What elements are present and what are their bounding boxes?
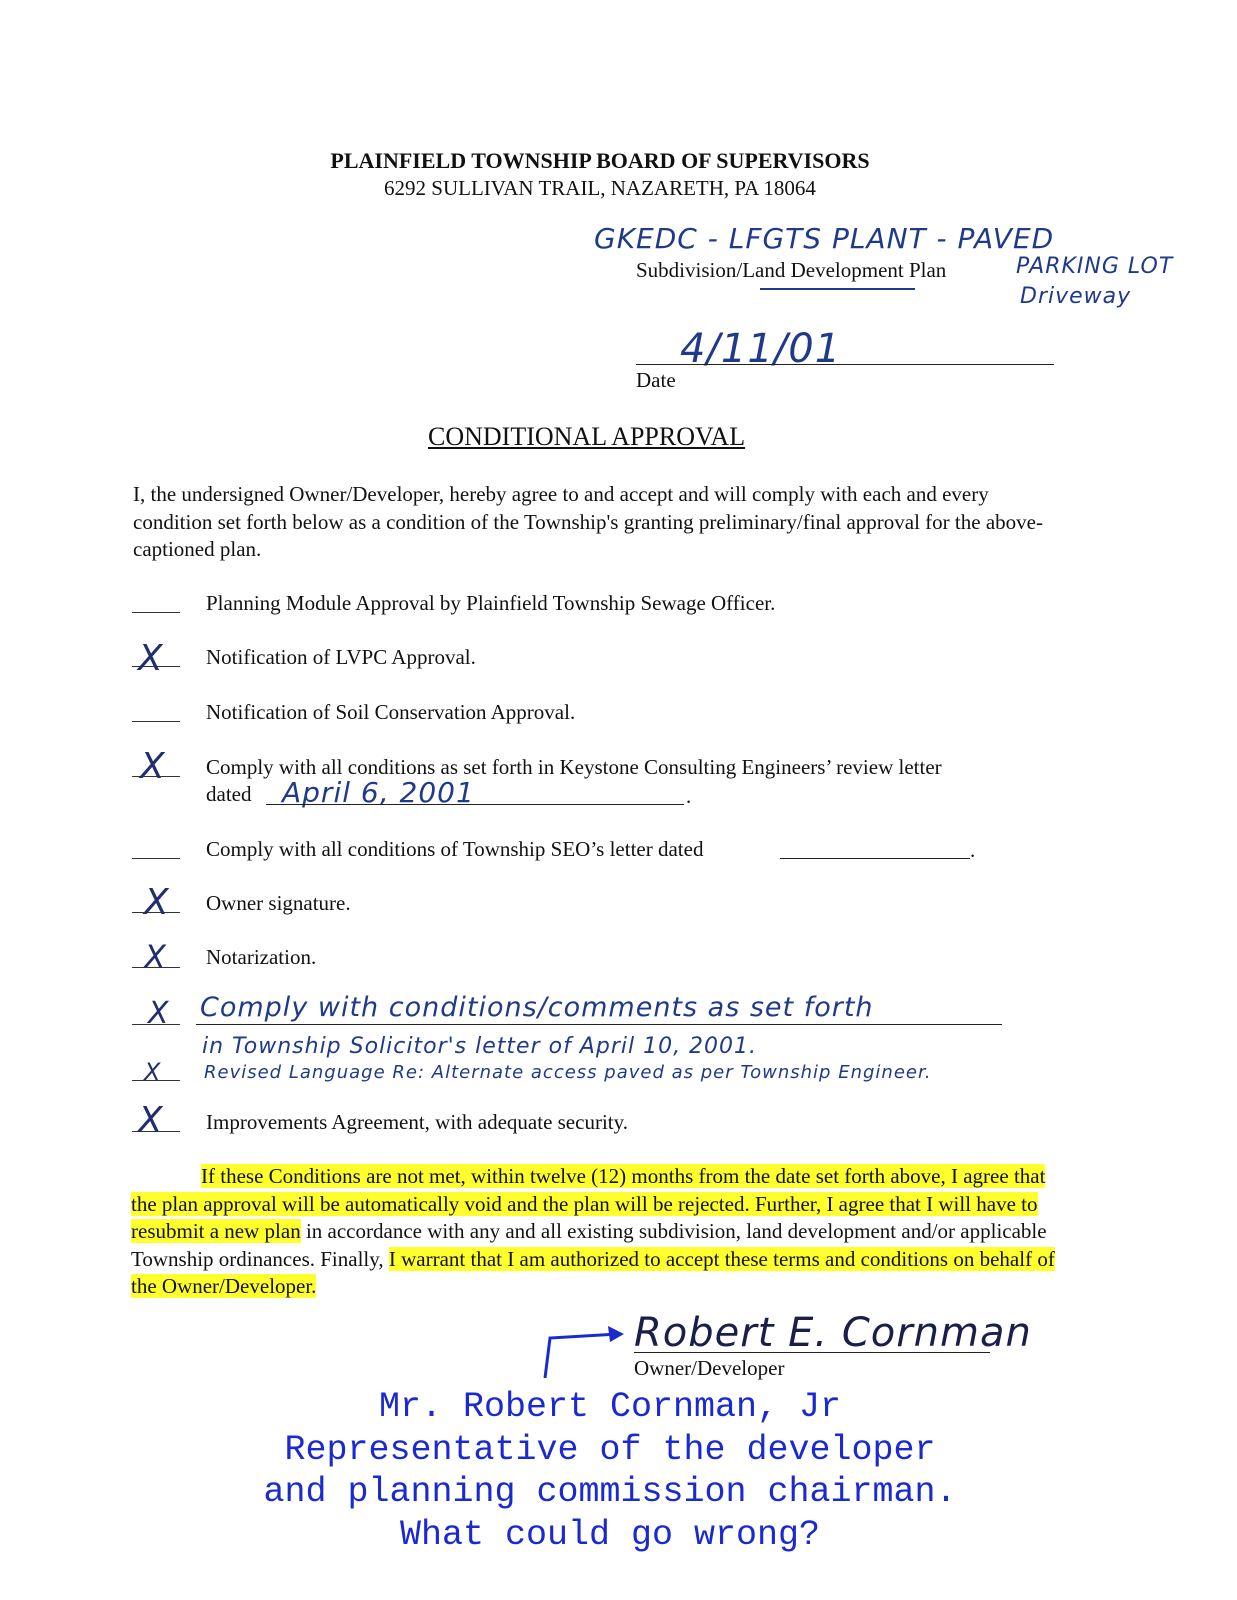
condition-mark-4: X	[140, 746, 165, 787]
closing-highlight-2: I warrant that I am authorized to accept these terms and conditions on behalf of the Owner/Developer.	[131, 1246, 1055, 1298]
condition-mark-9: X	[144, 1058, 161, 1086]
date-handwritten: 4/11/01	[680, 326, 842, 372]
condition-4-handwritten-date: April 6, 2001	[282, 776, 475, 809]
condition-4-period: .	[686, 784, 692, 808]
condition-text-1: Planning Module Approval by Plainfield Township Sewage Officer.	[206, 591, 776, 615]
condition-text-6: Owner signature.	[206, 891, 351, 915]
intro-paragraph: I, the undersigned Owner/Developer, hereby agree to and accept and will comply with each and every condition set forth below as a condition of the Township's granting preliminary/final approval for the above-captioned plan.	[133, 482, 1043, 561]
annotation-line-2: Representative of the developer	[284, 1429, 936, 1470]
condition-text-5: Comply with all conditions of Township SEO’s letter dated	[206, 837, 704, 861]
plan-underline	[760, 288, 915, 290]
condition-9-handwritten: Revised Language Re: Alternate access paved as per Township Engineer.	[204, 1062, 932, 1083]
document-address: 6292 SULLIVAN TRAIL, NAZARETH, PA 18064	[384, 176, 816, 200]
plan-handwritten-right-1: PARKING LOT	[1016, 254, 1174, 279]
condition-blank-5	[132, 858, 180, 859]
condition-mark-6: X	[144, 882, 169, 923]
condition-text-10: Improvements Agreement, with adequate security.	[206, 1110, 628, 1134]
arrow-annotation	[540, 1326, 630, 1382]
annotation-line-4: What could go wrong?	[399, 1514, 821, 1555]
date-label: Date	[636, 368, 676, 392]
condition-text-7: Notarization.	[206, 945, 317, 969]
plan-label: Subdivision/Land Development Plan	[636, 258, 947, 282]
annotation-line-1: Mr. Robert Cornman, Jr	[378, 1387, 842, 1427]
condition-blank-1	[132, 612, 180, 613]
document-title: PLAINFIELD TOWNSHIP BOARD OF SUPERVISORS	[330, 148, 870, 173]
condition-text-4: Comply with all conditions as set forth in Keystone Consulting Engineers’ review letter	[206, 755, 942, 779]
condition-5-period: .	[970, 838, 976, 862]
section-title: CONDITIONAL APPROVAL	[428, 422, 746, 451]
condition-text-2: Notification of LVPC Approval.	[206, 645, 476, 669]
signature-line	[634, 1352, 990, 1353]
condition-5-date-line	[780, 858, 970, 859]
closing-plain: in accordance with any and all existing subdivision, land development and/or applicable Township ordinances. Finally,	[131, 1219, 1047, 1271]
annotation-line-3: and planning commission chairman.	[263, 1472, 957, 1512]
plan-handwritten-name: GKEDC - LFGTS PLANT - PAVED	[594, 222, 1055, 255]
condition-text-4-dated: dated	[206, 782, 252, 806]
condition-mark-10: X	[138, 1100, 163, 1141]
signature-label: Owner/Developer	[634, 1356, 785, 1380]
condition-mark-2: X	[138, 638, 163, 679]
condition-mark-7: X	[144, 938, 166, 976]
signature-handwritten: Robert E. Cornman	[634, 1310, 1032, 1356]
condition-text-3: Notification of Soil Conservation Approval.	[206, 700, 576, 724]
closing-highlight-1: If these Conditions are not met, within twelve (12) months from the date set forth above, I agree that the plan approval will be automatically void and the plan will be rejected. Further, I agree that I will have to resubmit a new plan	[131, 1164, 1046, 1243]
closing-paragraph	[131, 1163, 1059, 1301]
condition-4-date-line	[266, 804, 684, 805]
plan-handwritten-right-2: Driveway	[1020, 284, 1132, 309]
annotation-text	[60, 1386, 1160, 1556]
condition-mark-8: X	[148, 996, 169, 1031]
condition-blank-3	[132, 721, 180, 722]
date-line	[636, 364, 1054, 365]
condition-8-line	[196, 1024, 1002, 1025]
condition-8-handwritten-line1: Comply with conditions/comments as set forth	[200, 992, 874, 1023]
condition-8-handwritten-line2: in Township Solicitor's letter of April 10, 2001.	[202, 1034, 758, 1059]
